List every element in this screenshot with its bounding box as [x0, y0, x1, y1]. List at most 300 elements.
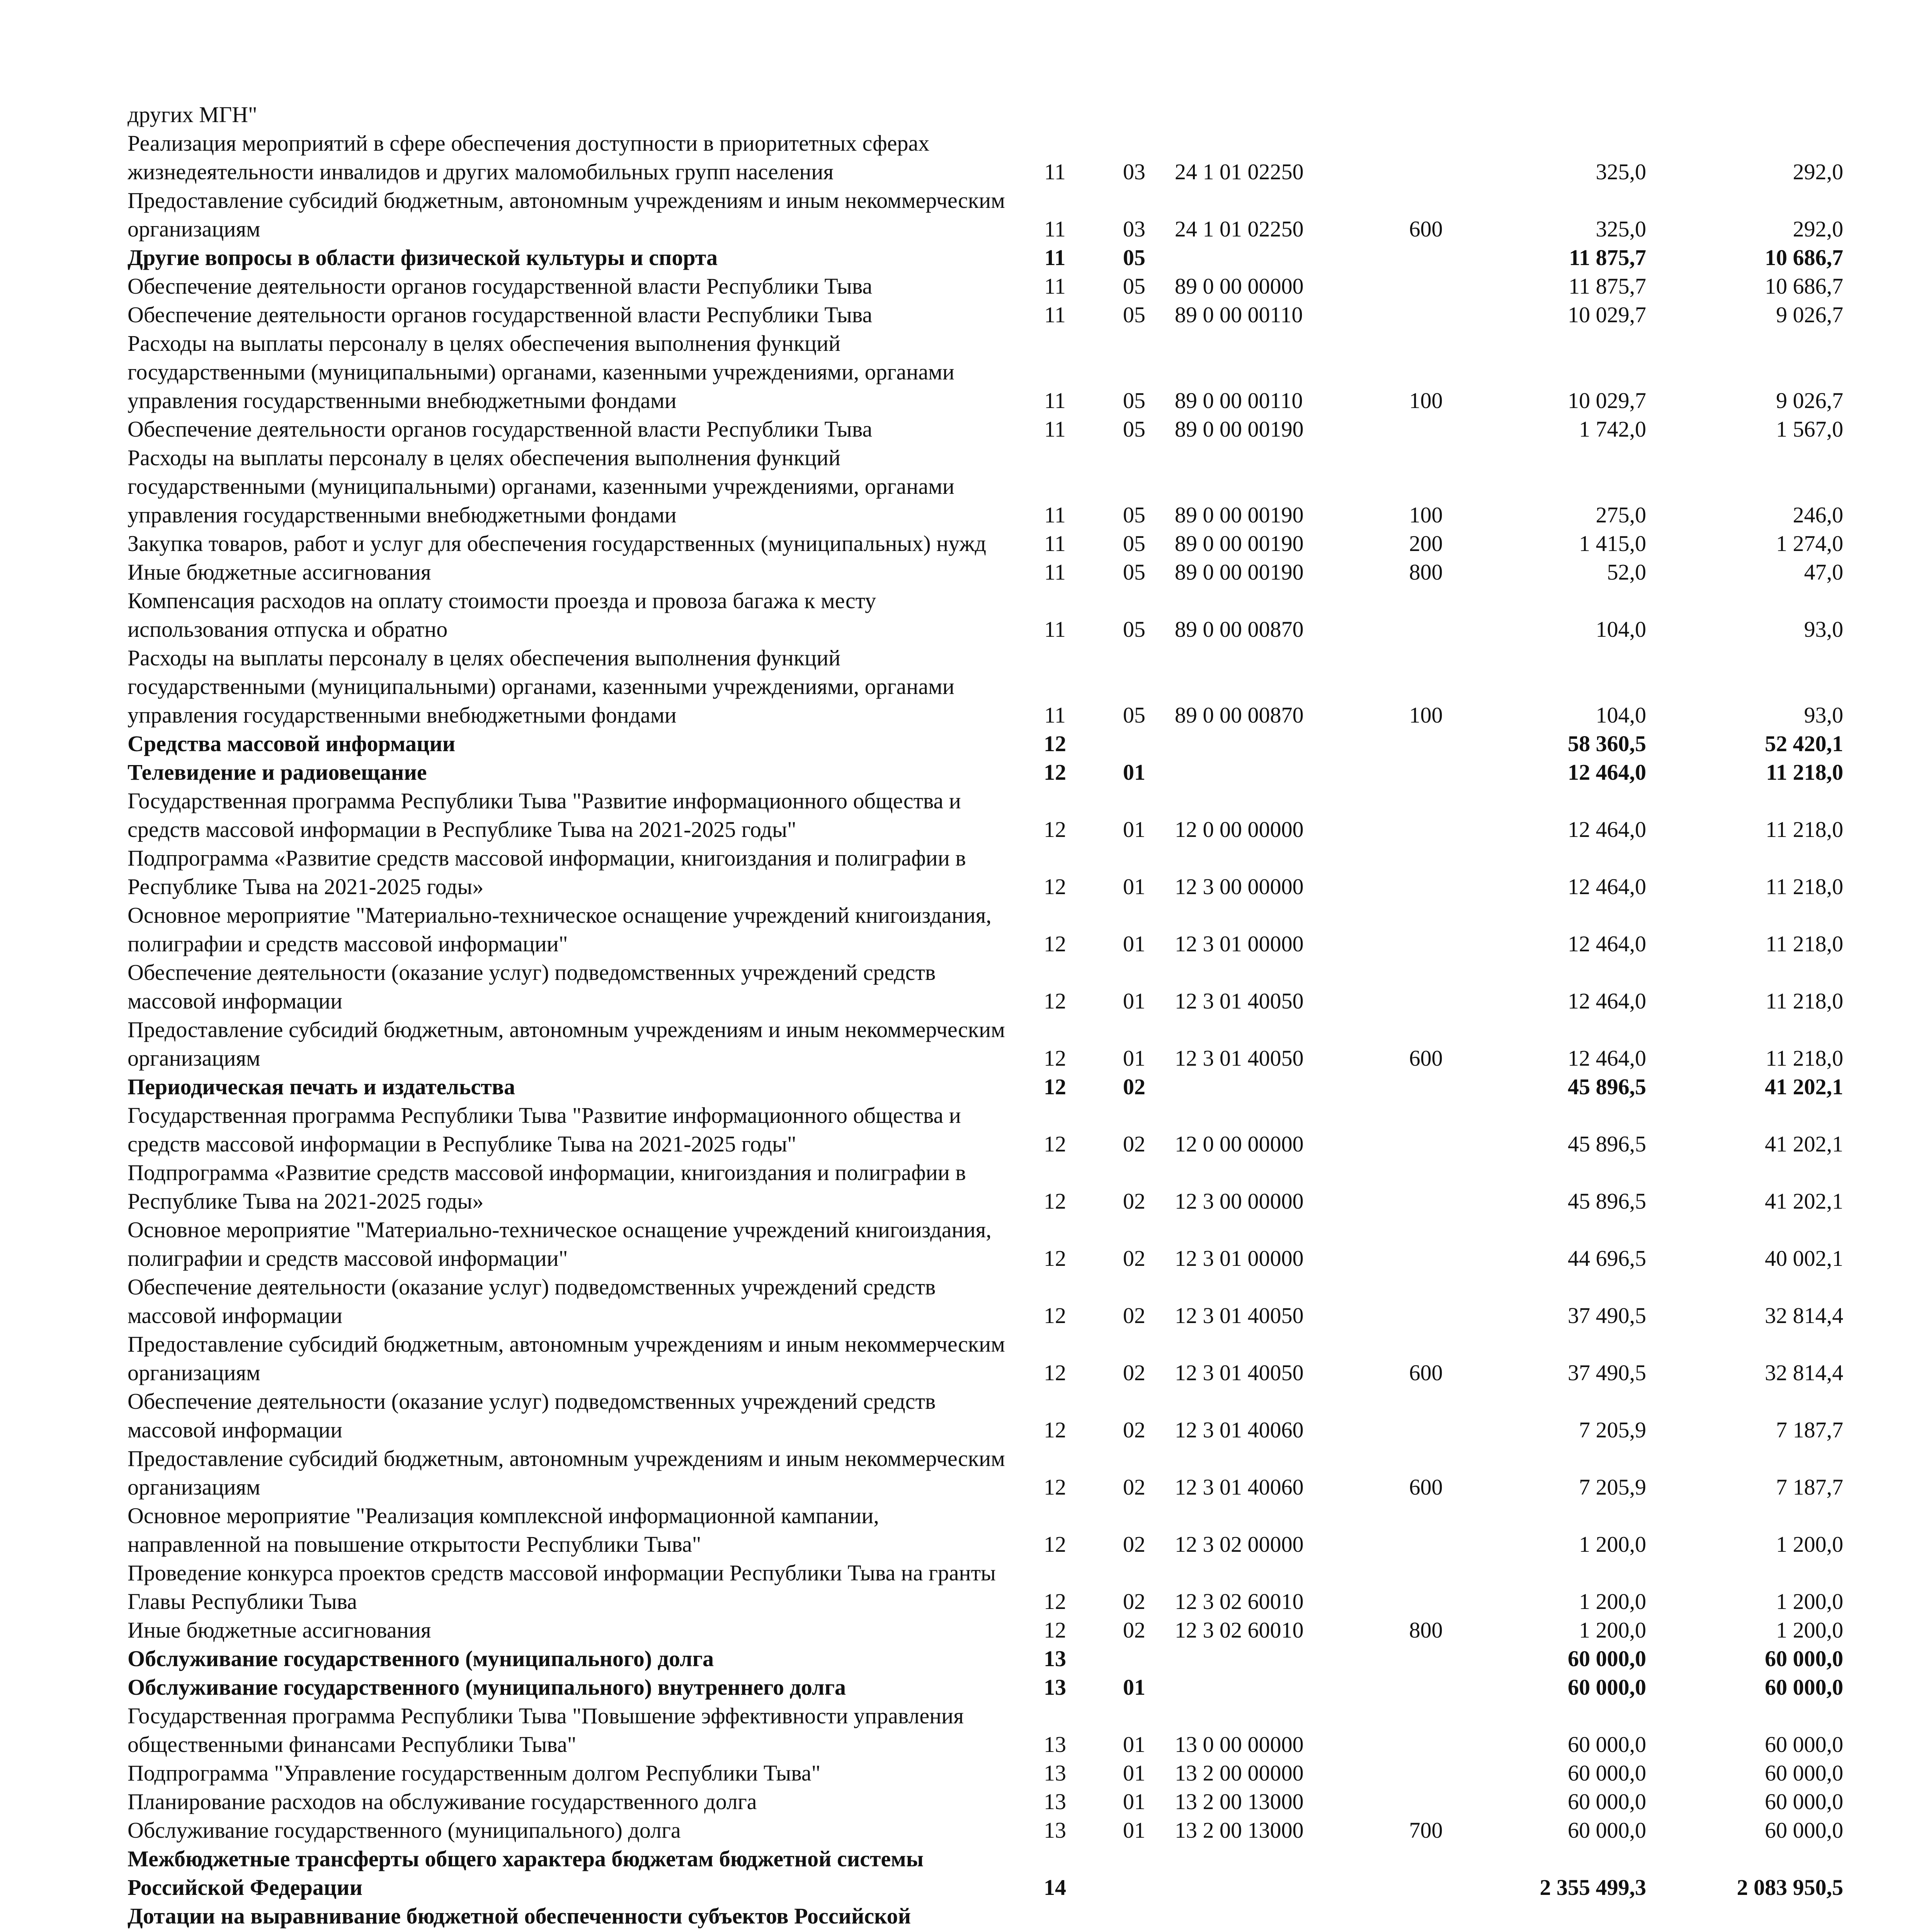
target-article-code: 12 0 00 00000 [1175, 817, 1304, 842]
section-code: 11 [1044, 274, 1066, 299]
section-code: 12 [1044, 1246, 1066, 1271]
section-code: 12 [1044, 1303, 1066, 1328]
amount-2022: 60 000,0 [1568, 1732, 1646, 1757]
subsection-code [1094, 1902, 1175, 1932]
table-row [128, 415, 1843, 444]
table-row [128, 1216, 1843, 1273]
section-code: 13 [1044, 1732, 1066, 1757]
amount-2023: 11 218,0 [1766, 1046, 1843, 1071]
table-row [128, 1787, 1843, 1816]
amount-2022: 275,0 [1596, 502, 1646, 527]
target-article-code: 12 3 01 40060 [1175, 1417, 1304, 1442]
expense-type-code [1391, 1845, 1461, 1902]
row-name: Обеспечение деятельности органов государственной власти Республики Тыва [128, 302, 873, 327]
target-article-code [1175, 1073, 1391, 1101]
row-name: Обслуживание государственного (муниципального) долга [128, 1818, 681, 1843]
expense-type-code [1391, 844, 1461, 901]
table-row [128, 243, 1843, 272]
expense-type-code [1391, 901, 1461, 958]
amount-2023: 246,0 [1793, 502, 1843, 527]
amount-2023: 292,0 [1793, 159, 1843, 184]
amount-2023: 60 000,0 [1765, 1760, 1843, 1786]
amount-2023: 11 218,0 [1766, 931, 1843, 956]
expense-type-code: 100 [1409, 502, 1443, 527]
amount-2023: 41 202,1 [1765, 1074, 1843, 1099]
amount-2022: 104,0 [1596, 702, 1646, 728]
section-code: 11 [1044, 502, 1066, 527]
row-name: Планирование расходов на обслуживание государственного долга [128, 1789, 757, 1814]
expense-type-code [1391, 1759, 1461, 1787]
section-code: 12 [1044, 1360, 1066, 1385]
amount-2022: 1 200,0 [1579, 1532, 1646, 1557]
table-row [128, 758, 1843, 787]
amount-2023: 1 200,0 [1776, 1617, 1843, 1643]
expense-type-code: 800 [1409, 560, 1443, 585]
row-name: Обеспечение деятельности органов государственной власти Республики Тыва [128, 274, 873, 299]
amount-2023: 93,0 [1804, 617, 1843, 642]
section-code: 13 [1044, 1675, 1066, 1700]
target-article-code: 12 3 02 60010 [1175, 1617, 1304, 1643]
row-name: Иные бюджетные ассигнования [128, 560, 431, 585]
section-code: 11 [1044, 159, 1066, 184]
row-name: Обеспечение деятельности (оказание услуг) подведомственных учреждений средств массовой информации [128, 960, 936, 1014]
amount-2023: 40 002,1 [1765, 1246, 1843, 1271]
target-article-code: 89 0 00 00190 [1175, 560, 1304, 585]
section-code: 11 [1044, 417, 1066, 442]
target-article-code [1175, 243, 1391, 272]
expense-type-code [1391, 243, 1461, 272]
subsection-code: 01 [1123, 1789, 1145, 1814]
amount-2023: 60 000,0 [1765, 1675, 1843, 1700]
expense-type-code: 600 [1409, 1360, 1443, 1385]
row-name: Обслуживание государственного (муниципального) внутреннего долга [128, 1675, 846, 1700]
subsection-code: 01 [1123, 988, 1145, 1014]
amount-2023: 41 202,1 [1765, 1131, 1843, 1156]
amount-2023: 32 814,4 [1765, 1360, 1843, 1385]
subsection-code: 05 [1123, 531, 1145, 556]
expense-type-code [1391, 1559, 1461, 1616]
subsection-code: 01 [1123, 1046, 1145, 1071]
table-row [128, 1673, 1843, 1702]
row-name: Расходы на выплаты персоналу в целях обеспечения выполнения функций государственными (муниципальными) органами, казенными учреждениями, органами управления государственными внебюджетными фондами [128, 445, 954, 527]
table-row [128, 186, 1843, 243]
amount-2023: 11 218,0 [1766, 874, 1843, 899]
section-code: 12 [1044, 731, 1066, 756]
target-article-code [1175, 1845, 1391, 1902]
row-name: Обеспечение деятельности органов государственной власти Республики Тыва [128, 417, 873, 442]
amount-2022: 325,0 [1596, 159, 1646, 184]
table-row [128, 958, 1843, 1015]
target-article-code: 89 0 00 00870 [1175, 617, 1304, 642]
table-row [128, 1015, 1843, 1073]
expense-type-code [1391, 415, 1461, 444]
section-code: 11 [1044, 245, 1066, 270]
target-article-code: 89 0 00 00190 [1175, 417, 1304, 442]
amount-2023: 10 686,7 [1765, 274, 1843, 299]
amount-2023: 10 686,7 [1765, 245, 1843, 270]
amount-2022: 52,0 [1607, 560, 1646, 585]
amount-2022: 1 415,0 [1579, 531, 1646, 556]
table-row [128, 1444, 1843, 1502]
subsection-code [1094, 1845, 1175, 1902]
row-name: Закупка товаров, работ и услуг для обеспечения государственных (муниципальных) нужд [128, 531, 987, 556]
table-row [128, 1387, 1843, 1444]
subsection-code: 05 [1123, 560, 1145, 585]
amount-2023: 1 200,0 [1776, 1532, 1843, 1557]
table-row [128, 1616, 1843, 1645]
subsection-code: 01 [1123, 874, 1145, 899]
amount-2023: 32 814,4 [1765, 1303, 1843, 1328]
target-article-code: 89 0 00 00110 [1175, 388, 1303, 413]
expense-type-code [1391, 100, 1461, 129]
amount-2022: 10 029,7 [1568, 302, 1646, 327]
row-name: Предоставление субсидий бюджетным, автономным учреждениям и иным некоммерческим организациям [128, 188, 1005, 242]
table-row [128, 1816, 1843, 1845]
amount-2023: 2 083 950,5 [1737, 1875, 1843, 1900]
row-name: Обеспечение деятельности (оказание услуг) подведомственных учреждений средств массовой информации [128, 1389, 936, 1442]
subsection-code: 01 [1123, 1675, 1145, 1700]
budget-table [128, 100, 1843, 1932]
expense-type-code: 100 [1409, 388, 1443, 413]
expense-type-code: 700 [1409, 1818, 1443, 1843]
section-code: 12 [1044, 1189, 1066, 1214]
target-article-code: 89 0 00 00110 [1175, 302, 1303, 327]
target-article-code: 13 2 00 13000 [1175, 1818, 1304, 1843]
subsection-code: 02 [1123, 1417, 1145, 1442]
target-article-code [1175, 1673, 1391, 1702]
amount-2023: 60 000,0 [1765, 1818, 1843, 1843]
amount-2022: 104,0 [1596, 617, 1646, 642]
amount-2023: 60 000,0 [1765, 1646, 1843, 1671]
table-row [128, 587, 1843, 644]
section-code: 11 [1044, 702, 1066, 728]
row-name: Обслуживание государственного (муниципального) долга [128, 1646, 714, 1671]
table-row [128, 1559, 1843, 1616]
subsection-code: 01 [1123, 1760, 1145, 1786]
target-article-code: 89 0 00 00190 [1175, 502, 1304, 527]
amount-2022: 60 000,0 [1568, 1675, 1646, 1700]
table-row [128, 129, 1843, 186]
expense-type-code [1391, 758, 1461, 787]
expense-type-code: 200 [1409, 531, 1443, 556]
expense-type-code [1391, 1273, 1461, 1330]
subsection-code: 05 [1123, 245, 1145, 270]
section-code: 12 [1044, 817, 1066, 842]
table-row [128, 844, 1843, 901]
expense-type-code [1391, 1158, 1461, 1216]
table-row [128, 1759, 1843, 1787]
section-code: 13 [1044, 1789, 1066, 1814]
subsection-code: 02 [1123, 1246, 1145, 1271]
amount-2022: 12 464,0 [1568, 1046, 1646, 1071]
table-row [128, 1645, 1843, 1673]
amount-2022: 11 875,7 [1569, 245, 1646, 270]
table-row [128, 901, 1843, 958]
row-name: Основное мероприятие "Материально-техническое оснащение учреждений книгоиздания, полиграфии и средств массовой информации" [128, 1217, 992, 1271]
target-article-code: 12 3 01 00000 [1175, 931, 1304, 956]
expense-type-code [1391, 301, 1461, 329]
expense-type-code [1391, 1702, 1461, 1759]
expense-type-code [1391, 1787, 1461, 1816]
subsection-code: 05 [1123, 302, 1145, 327]
expense-type-code: 600 [1409, 1046, 1443, 1071]
target-article-code: 12 3 01 40050 [1175, 1360, 1304, 1385]
row-name: Периодическая печать и издательства [128, 1074, 515, 1099]
subsection-code: 05 [1123, 617, 1145, 642]
section-code: 13 [1044, 1818, 1066, 1843]
amount-2023: 52 420,1 [1765, 731, 1843, 756]
expense-type-code [1391, 1101, 1461, 1158]
row-name: Реализация мероприятий в сфере обеспечения доступности в приоритетных сферах жизнедеятельности инвалидов и других маломобильных групп населения [128, 131, 930, 184]
row-name: Подпрограмма "Управление государственным долгом Республики Тыва" [128, 1760, 821, 1786]
row-name: Телевидение и радиовещание [128, 760, 427, 785]
amount-2022: 7 205,9 [1579, 1417, 1646, 1442]
amount-2022: 10 029,7 [1568, 388, 1646, 413]
amount-2022: 12 464,0 [1568, 760, 1646, 785]
row-name: Предоставление субсидий бюджетным, автономным учреждениям и иным некоммерческим организациям [128, 1332, 1005, 1385]
amount-2022: 12 464,0 [1568, 817, 1646, 842]
table-row [128, 1330, 1843, 1387]
table-row [128, 558, 1843, 587]
amount-2022: 37 490,5 [1568, 1303, 1646, 1328]
row-name: Предоставление субсидий бюджетным, автономным учреждениям и иным некоммерческим организациям [128, 1446, 1005, 1500]
subsection-code: 05 [1123, 502, 1145, 527]
expense-type-code: 100 [1409, 702, 1443, 728]
subsection-code: 05 [1123, 274, 1145, 299]
table-row [128, 272, 1843, 301]
table-row [128, 301, 1843, 329]
section-code: 12 [1044, 1617, 1066, 1643]
row-name: Расходы на выплаты персоналу в целях обеспечения выполнения функций государственными (муниципальными) органами, казенными учреждениями, органами управления государственными внебюджетными фондами [128, 645, 954, 728]
expense-type-code [1391, 1673, 1461, 1702]
table-row [128, 1702, 1843, 1759]
amount-2023: 1 200,0 [1776, 1589, 1843, 1614]
target-article-code: 12 0 00 00000 [1175, 1131, 1304, 1156]
subsection-code: 03 [1123, 216, 1145, 242]
target-article-code: 12 3 01 40050 [1175, 1046, 1304, 1071]
target-article-code [1175, 1902, 1391, 1932]
subsection-code: 01 [1123, 1818, 1145, 1843]
table-row [128, 1101, 1843, 1158]
amount-2023: 1 567,0 [1776, 417, 1843, 442]
section-code: 11 [1044, 531, 1066, 556]
amount-2022 [1461, 1902, 1646, 1932]
expense-type-code [1391, 1902, 1461, 1932]
row-name: Расходы на выплаты персоналу в целях обеспечения выполнения функций государственными (муниципальными) органами, казенными учреждениями, органами управления государственными внебюджетными фондами [128, 331, 954, 413]
table-row [128, 730, 1843, 758]
expense-type-code [1391, 958, 1461, 1015]
subsection-code [1094, 730, 1175, 758]
table-row [128, 1273, 1843, 1330]
row-name: Обеспечение деятельности (оказание услуг) подведомственных учреждений средств массовой информации [128, 1274, 936, 1328]
subsection-code: 01 [1123, 1732, 1145, 1757]
amount-2023: 7 187,7 [1776, 1475, 1843, 1500]
section-code: 13 [1044, 1760, 1066, 1786]
table-row [128, 1845, 1843, 1902]
target-article-code [1175, 1645, 1391, 1673]
row-name: Иные бюджетные ассигнования [128, 1617, 431, 1643]
amount-2022: 12 464,0 [1568, 931, 1646, 956]
expense-type-code [1391, 587, 1461, 644]
amount-2022: 325,0 [1596, 216, 1646, 242]
subsection-code: 02 [1123, 1475, 1145, 1500]
amount-2023: 47,0 [1804, 560, 1843, 585]
target-article-code: 89 0 00 00190 [1175, 531, 1304, 556]
section-code: 11 [1044, 216, 1066, 242]
subsection-code: 02 [1123, 1360, 1145, 1385]
row-name: других МГН" [128, 102, 257, 127]
subsection-code: 01 [1123, 760, 1145, 785]
row-name: Основное мероприятие "Реализация комплексной информационной кампании, направленной на повышение открытости Республики Тыва" [128, 1503, 879, 1557]
section-code: 13 [1044, 1646, 1066, 1671]
target-article-code [1175, 758, 1391, 787]
row-name: Подпрограмма «Развитие средств массовой информации, книгоиздания и полиграфии в Республике Тыва на 2021-2025 годы» [128, 1160, 966, 1214]
subsection-code: 03 [1123, 159, 1145, 184]
row-name: Дотации на выравнивание бюджетной обеспеченности субъектов Российской [128, 1903, 911, 1929]
target-article-code: 12 3 01 40060 [1175, 1475, 1304, 1500]
subsection-code: 02 [1123, 1617, 1145, 1643]
section-code [1016, 100, 1094, 129]
amount-2022: 60 000,0 [1568, 1760, 1646, 1786]
amount-2023 [1646, 1902, 1843, 1932]
section-code: 12 [1044, 1475, 1066, 1500]
section-code: 12 [1044, 760, 1066, 785]
subsection-code: 02 [1123, 1532, 1145, 1557]
row-name: Проведение конкурса проектов средств массовой информации Республики Тыва на гранты Главы Республики Тыва [128, 1560, 996, 1614]
section-code: 11 [1044, 560, 1066, 585]
row-name: Государственная программа Республики Тыва "Повышение эффективности управления общественными финансами Республики Тыва" [128, 1703, 964, 1757]
amount-2022: 2 355 499,3 [1540, 1875, 1646, 1900]
section-code: 12 [1044, 874, 1066, 899]
target-article-code: 24 1 01 02250 [1175, 216, 1304, 242]
budget-table-body [128, 100, 1843, 1932]
amount-2022: 12 464,0 [1568, 988, 1646, 1014]
section-code: 12 [1044, 1417, 1066, 1442]
subsection-code [1094, 100, 1175, 129]
section-code: 12 [1044, 988, 1066, 1014]
amount-2023 [1646, 100, 1843, 129]
subsection-code: 02 [1123, 1131, 1145, 1156]
subsection-code: 05 [1123, 417, 1145, 442]
table-row [128, 529, 1843, 558]
amount-2022: 1 200,0 [1579, 1589, 1646, 1614]
target-article-code: 12 3 00 00000 [1175, 1189, 1304, 1214]
table-row [128, 1502, 1843, 1559]
amount-2022: 58 360,5 [1568, 731, 1646, 756]
table-row [128, 444, 1843, 529]
subsection-code: 05 [1123, 702, 1145, 728]
table-row [128, 787, 1843, 844]
subsection-code: 02 [1123, 1303, 1145, 1328]
subsection-code [1094, 1645, 1175, 1673]
target-article-code: 12 3 00 00000 [1175, 874, 1304, 899]
amount-2022: 60 000,0 [1568, 1789, 1646, 1814]
amount-2022: 60 000,0 [1568, 1646, 1646, 1671]
amount-2023: 11 218,0 [1766, 760, 1843, 785]
section-code: 12 [1044, 931, 1066, 956]
row-name: Основное мероприятие "Материально-техническое оснащение учреждений книгоиздания, полиграфии и средств массовой информации" [128, 903, 992, 956]
amount-2023: 93,0 [1804, 702, 1843, 728]
target-article-code: 12 3 02 60010 [1175, 1589, 1304, 1614]
row-name: Государственная программа Республики Тыва "Развитие информационного общества и средств массовой информации в Республике Тыва на 2021-2025 годы" [128, 788, 961, 842]
table-row [128, 1073, 1843, 1101]
row-name: Государственная программа Республики Тыва "Развитие информационного общества и средств массовой информации в Республике Тыва на 2021-2025 годы" [128, 1103, 961, 1156]
expense-type-code [1391, 1216, 1461, 1273]
amount-2022: 45 896,5 [1568, 1189, 1646, 1214]
section-code: 12 [1044, 1074, 1066, 1099]
target-article-code: 89 0 00 00000 [1175, 274, 1304, 299]
amount-2022: 1 200,0 [1579, 1617, 1646, 1643]
expense-type-code [1391, 1387, 1461, 1444]
section-code: 14 [1044, 1875, 1066, 1900]
amount-2023: 9 026,7 [1776, 388, 1843, 413]
amount-2023: 41 202,1 [1765, 1189, 1843, 1214]
table-row [128, 329, 1843, 415]
amount-2022: 44 696,5 [1568, 1246, 1646, 1271]
section-code [1016, 1902, 1094, 1932]
amount-2023: 292,0 [1793, 216, 1843, 242]
amount-2023: 11 218,0 [1766, 817, 1843, 842]
target-article-code: 13 0 00 00000 [1175, 1732, 1304, 1757]
amount-2022: 11 875,7 [1569, 274, 1646, 299]
row-name: Предоставление субсидий бюджетным, автономным учреждениям и иным некоммерческим организациям [128, 1017, 1005, 1071]
expense-type-code [1391, 1502, 1461, 1559]
target-article-code: 12 3 01 00000 [1175, 1246, 1304, 1271]
amount-2022: 12 464,0 [1568, 874, 1646, 899]
section-code: 11 [1044, 617, 1066, 642]
expense-type-code [1391, 730, 1461, 758]
expense-type-code [1391, 129, 1461, 186]
amount-2023: 7 187,7 [1776, 1417, 1843, 1442]
target-article-code: 24 1 01 02250 [1175, 159, 1304, 184]
amount-2023: 60 000,0 [1765, 1789, 1843, 1814]
row-name: Межбюджетные трансферты общего характера бюджетам бюджетной системы Российской Федерации [128, 1846, 924, 1900]
expense-type-code: 600 [1409, 216, 1443, 242]
amount-2022: 1 742,0 [1579, 417, 1646, 442]
amount-2023: 9 026,7 [1776, 302, 1843, 327]
subsection-code: 02 [1123, 1589, 1145, 1614]
section-code: 12 [1044, 1589, 1066, 1614]
table-row [128, 1902, 1843, 1932]
target-article-code: 13 2 00 00000 [1175, 1760, 1304, 1786]
target-article-code [1175, 730, 1391, 758]
section-code: 11 [1044, 302, 1066, 327]
target-article-code: 89 0 00 00870 [1175, 702, 1304, 728]
expense-type-code: 600 [1409, 1475, 1443, 1500]
subsection-code: 02 [1123, 1074, 1145, 1099]
amount-2022: 45 896,5 [1568, 1131, 1646, 1156]
target-article-code [1175, 100, 1391, 129]
subsection-code: 02 [1123, 1189, 1145, 1214]
target-article-code: 12 3 01 40050 [1175, 1303, 1304, 1328]
amount-2022 [1461, 100, 1646, 129]
amount-2022: 60 000,0 [1568, 1818, 1646, 1843]
row-name: Подпрограмма «Развитие средств массовой информации, книгоиздания и полиграфии в Республике Тыва на 2021-2025 годы» [128, 845, 966, 899]
subsection-code: 01 [1123, 931, 1145, 956]
expense-type-code [1391, 1645, 1461, 1673]
amount-2023: 60 000,0 [1765, 1732, 1843, 1757]
expense-type-code [1391, 272, 1461, 301]
amount-2022: 7 205,9 [1579, 1475, 1646, 1500]
target-article-code: 12 3 01 40050 [1175, 988, 1304, 1014]
amount-2022: 37 490,5 [1568, 1360, 1646, 1385]
row-name: Компенсация расходов на оплату стоимости проезда и провоза багажа к месту использования отпуска и обратно [128, 588, 876, 642]
row-name: Средства массовой информации [128, 731, 456, 756]
amount-2022: 45 896,5 [1568, 1074, 1646, 1099]
section-code: 11 [1044, 388, 1066, 413]
expense-type-code [1391, 1073, 1461, 1101]
section-code: 12 [1044, 1131, 1066, 1156]
